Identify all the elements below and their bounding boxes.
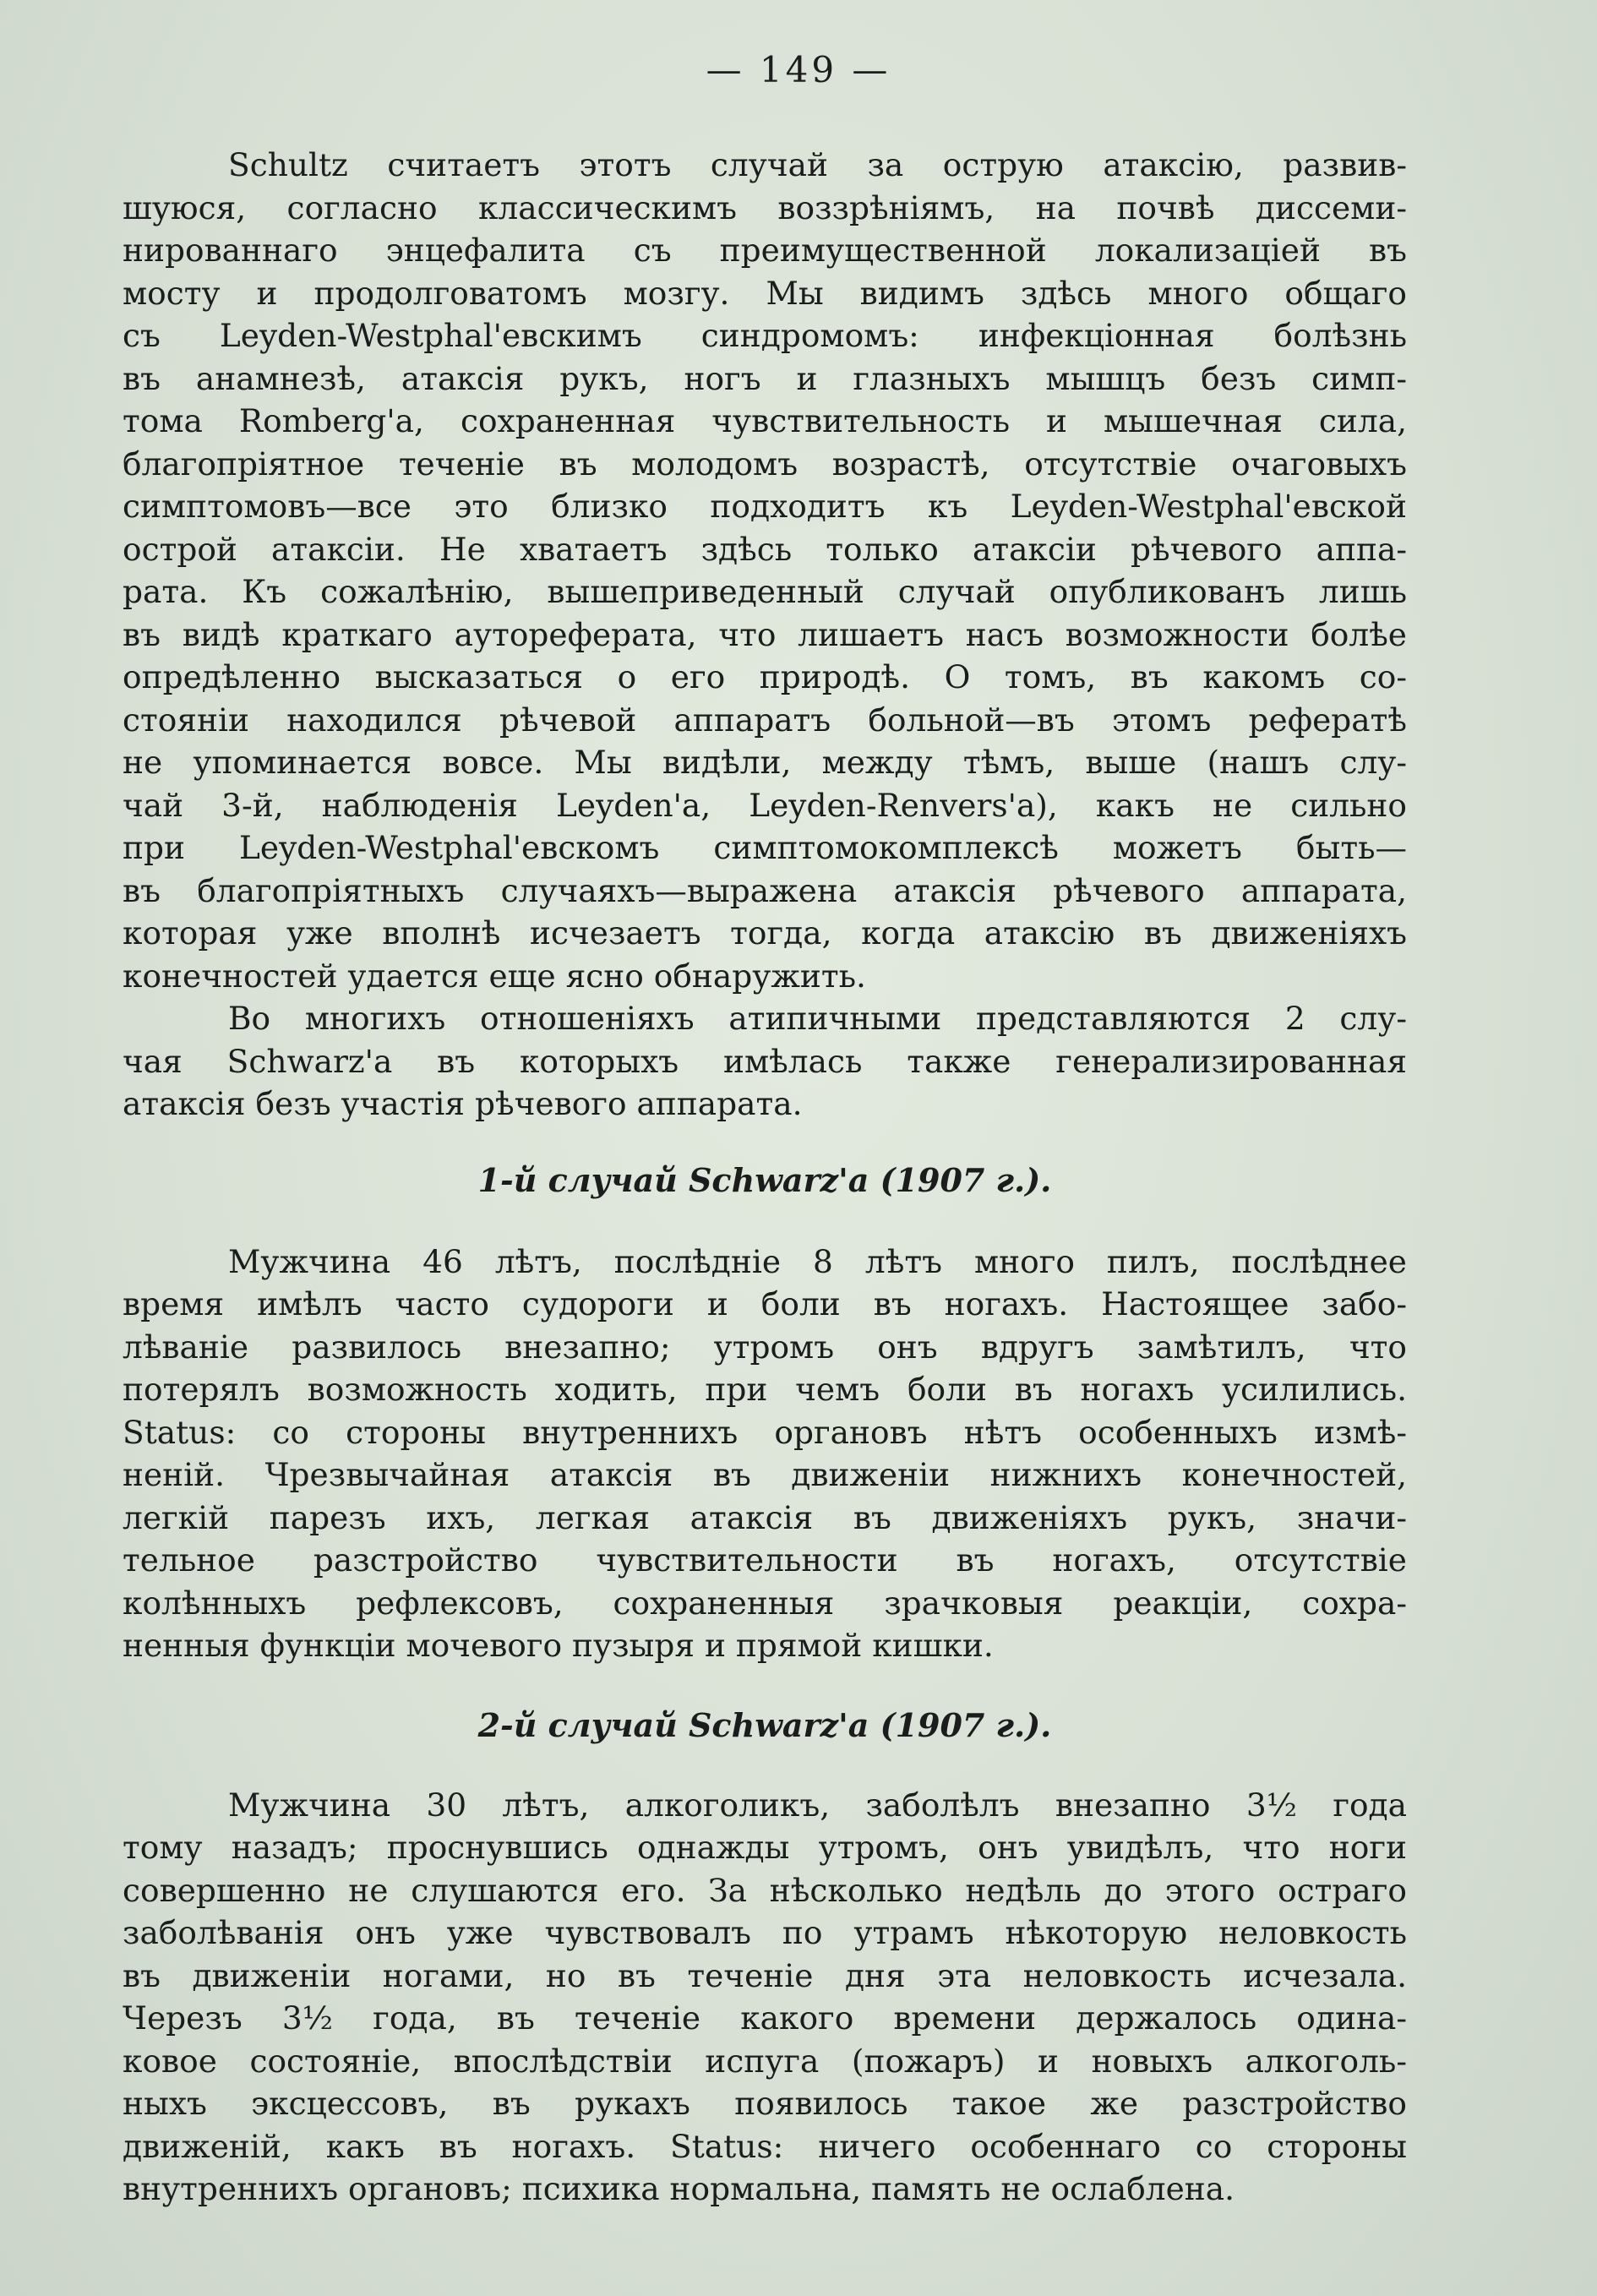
- text-line: рата. Къ сожалѣнію, вышеприведенный случай опубликованъ лишь: [123, 573, 1407, 610]
- text-line: время имѣлъ часто судороги и боли въ ногахъ. Настоящее забо-: [123, 1285, 1407, 1323]
- text-line: благопріятное теченіе въ молодомъ возрастѣ, отсутствіе очаговыхъ: [123, 444, 1407, 483]
- text-line: чай 3-й, наблюденія Leyden'a, Leyden-Renvers'a), какъ не сильно: [123, 786, 1407, 824]
- case-1-heading: 1-й случай Schwarz'a (1907 г.).: [477, 1160, 1052, 1199]
- text-line: ковое состояніе, впослѣдствіи испуга (пожаръ) и новыхъ алкоголь-: [123, 2042, 1407, 2080]
- text-line: потерялъ возможность ходить, при чемъ боли въ ногахъ усилились.: [123, 1371, 1407, 1408]
- case-1-description: [123, 1241, 1407, 1667]
- text-line: колѣнныхъ рефлексовъ, сохраненныя зрачковыя реакціи, сохра-: [123, 1584, 1407, 1622]
- text-line: симптомовъ—все это близко подходитъ къ Leyden-Westphal'евской: [123, 488, 1407, 525]
- text-line: лѣваніе развилось внезапно; утромъ онъ вдругъ замѣтилъ, что: [123, 1328, 1407, 1366]
- text-line: въ благопріятныхъ случаяхъ—выражена атаксія рѣчевого аппарата,: [123, 871, 1407, 909]
- paragraph-schwarz-intro: [123, 997, 1407, 1126]
- text-line: тельное разстройство чувствительности въ ногахъ, отсутствіе: [123, 1541, 1407, 1579]
- text-line: опредѣленно высказаться о его природѣ. О томъ, въ какомъ со-: [123, 658, 1407, 695]
- text-line: въ видѣ краткаго аутореферата, что лишаетъ насъ возможности болѣе: [123, 615, 1407, 653]
- text-line: неній. Чрезвычайная атаксія въ движеніи нижнихъ конечностей,: [123, 1456, 1407, 1493]
- text-line: стояніи находился рѣчевой аппаратъ больной—въ этомъ рефератѣ: [123, 701, 1407, 739]
- text-line: Status: со стороны внутреннихъ органовъ нѣтъ особенныхъ измѣ-: [123, 1413, 1407, 1451]
- page-number: — 149 —: [706, 49, 891, 90]
- case-2-heading: 2-й случай Schwarz'a (1907 г.).: [477, 1705, 1052, 1744]
- text-line: въ движеніи ногами, но въ теченіе дня эта неловкость исчезала.: [123, 1956, 1407, 1994]
- text-line: мосту и продолговатомъ мозгу. Мы видимъ здѣсь много общаго: [123, 274, 1407, 312]
- text-line: которая уже вполнѣ исчезаетъ тогда, когда атаксію въ движеніяхъ: [123, 914, 1407, 952]
- text-line: нированнаго энцефалита съ преимущественной локализаціей въ: [123, 232, 1407, 269]
- text-line: въ анамнезѣ, атаксія рукъ, ногъ и глазныхъ мышцъ безъ симп-: [123, 359, 1407, 397]
- text-line: Schultz считаетъ этотъ случай за острую атаксію, развив-: [228, 146, 1407, 183]
- case-2-description: [123, 1784, 1407, 2211]
- text-line: тому назадъ; проснувшись однажды утромъ, онъ увидѣлъ, что ноги: [123, 1829, 1407, 1866]
- text-line: ныхъ эксцессовъ, въ рукахъ появилось такое же разстройство: [123, 2085, 1407, 2122]
- text-line: внутреннихъ органовъ; психика нормальна, память не ослаблена.: [123, 2170, 1235, 2207]
- text-line: заболѣванія онъ уже чувствовалъ по утрамъ нѣкоторую неловкость: [123, 1914, 1407, 1951]
- text-line: атаксія безъ участія рѣчевого аппарата.: [123, 1085, 803, 1122]
- text-line: Черезъ 3½ года, въ теченіе какого времени держалось одина-: [123, 1999, 1407, 2037]
- text-line: при Leyden-Westphal'евскомъ симптомокомплексѣ можетъ быть—: [123, 829, 1407, 866]
- text-line: съ Leyden-Westphal'евскимъ синдромомъ: инфекціонная болѣзнь: [123, 317, 1407, 354]
- text-line: Мужчина 46 лѣтъ, послѣдніе 8 лѣтъ много пилъ, послѣднее: [228, 1242, 1407, 1280]
- text-line: легкій парезъ ихъ, легкая атаксія въ движеніяхъ рукъ, значи-: [123, 1498, 1407, 1536]
- text-line: тома Romberg'a, сохраненная чувствительность и мышечная сила,: [123, 402, 1407, 439]
- text-line: ненныя функціи мочевого пузыря и прямой кишки.: [123, 1627, 994, 1664]
- paragraph-schultz-discussion: [123, 144, 1407, 997]
- text-line: чая Schwarz'a въ которыхъ имѣлась также генерализированная: [123, 1042, 1407, 1080]
- text-line: конечностей удается еще ясно обнаружить.: [123, 957, 866, 995]
- text-line: Мужчина 30 лѣтъ, алкоголикъ, заболѣлъ внезапно 3½ года: [228, 1786, 1407, 1824]
- text-line: не упоминается вовсе. Мы видѣли, между тѣмъ, выше (нашъ слу-: [123, 744, 1407, 781]
- page-body: [123, 144, 1407, 2211]
- text-line: движеній, какъ въ ногахъ. Status: ничего особеннаго со стороны: [123, 2127, 1407, 2165]
- text-line: Во многихъ отношеніяхъ атипичными представляются 2 слу-: [228, 1000, 1407, 1037]
- text-line: острой атаксіи. Не хватаетъ здѣсь только атаксіи рѣчевого аппа-: [123, 530, 1407, 568]
- text-line: совершенно не слушаются его. За нѣсколько недѣль до этого остраго: [123, 1871, 1407, 1909]
- text-line: шуюся, согласно классическимъ воззрѣніямъ, на почвѣ диссеми-: [123, 188, 1407, 226]
